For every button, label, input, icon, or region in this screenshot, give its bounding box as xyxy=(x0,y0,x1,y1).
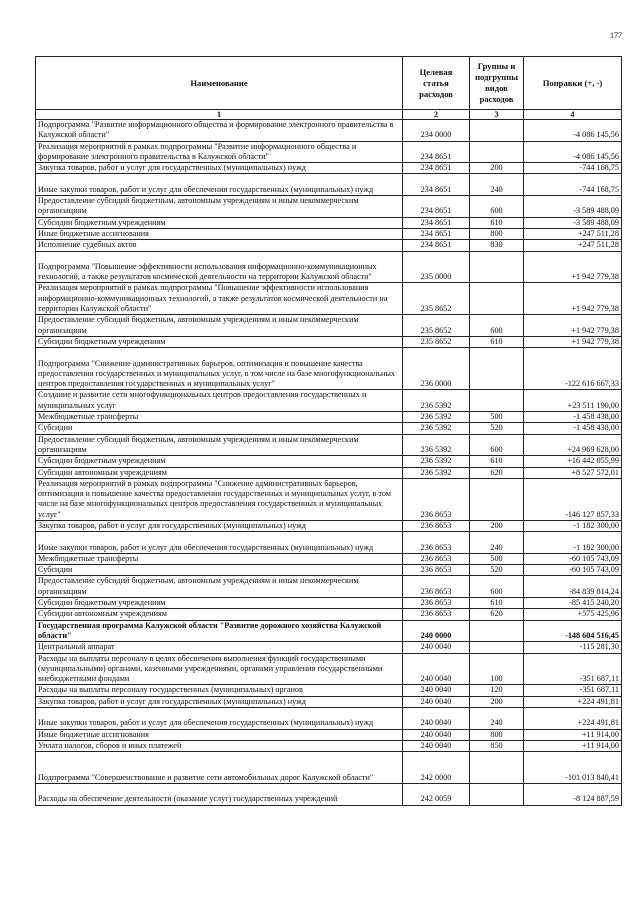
row-target-article: 236 5392 xyxy=(403,423,470,434)
row-amendment-amount: +247 511,28 xyxy=(524,228,622,239)
row-target-article: 236 8653 xyxy=(403,532,470,554)
table-row xyxy=(36,565,622,576)
row-name: Субсидии xyxy=(36,423,403,434)
row-target-article: 236 5392 xyxy=(403,412,470,423)
row-expense-group xyxy=(470,784,524,806)
row-target-article: 235 8652 xyxy=(403,315,470,337)
row-name: Государственная программа Калужской области "Развитие дорожного хозяйства Калужской области" xyxy=(36,620,403,642)
table-row xyxy=(36,336,622,347)
row-expense-group xyxy=(470,642,524,653)
row-expense-group: 600 xyxy=(470,196,524,218)
table-row xyxy=(36,467,622,478)
column-number: 2 xyxy=(403,110,470,120)
row-name: Расходы на выплаты персоналу в целях обеспечения выполнения функций государственными (муниципальными) органами, казенными учреждениями, органами управления государственными внебюджетными фондами xyxy=(36,653,403,685)
row-amendment-amount: +1 942 779,38 xyxy=(524,251,622,283)
table-row xyxy=(36,240,622,251)
row-expense-group: 200 xyxy=(470,520,524,531)
row-expense-group: 500 xyxy=(470,412,524,423)
row-name: Подпрограмма "Совершенствование и развитие сети автомобильных дорог Калужской области" xyxy=(36,752,403,784)
row-target-article: 234 8651 xyxy=(403,163,470,174)
header-name: Наименование xyxy=(36,57,403,110)
row-target-article: 236 8653 xyxy=(403,478,470,520)
row-expense-group xyxy=(470,620,524,642)
row-expense-group: 620 xyxy=(470,609,524,620)
table-row xyxy=(36,696,622,707)
row-target-article: 242 0059 xyxy=(403,784,470,806)
row-target-article: 242 0000 xyxy=(403,752,470,784)
column-number: 1 xyxy=(36,110,403,120)
table-row xyxy=(36,609,622,620)
table-row xyxy=(36,434,622,456)
header-target-article: Целевая статья расходов xyxy=(403,57,470,110)
row-name: Предоставление субсидий бюджетным, автономным учреждениям и иным некоммерческим организациям xyxy=(36,315,403,337)
row-name: Подпрограмма "Повышение эффективности использования информационно-коммуникационных технологий, а также результатов космической деятельности на территории Калужской области" xyxy=(36,251,403,283)
row-target-article: 236 0000 xyxy=(403,348,470,390)
row-target-article: 234 8651 xyxy=(403,141,470,163)
row-expense-group: 610 xyxy=(470,598,524,609)
row-name: Уплата налогов, сборов и иных платежей xyxy=(36,740,403,751)
table-row xyxy=(36,348,622,390)
header-amendments: Поправки (+, -) xyxy=(524,57,622,110)
row-amendment-amount: +8 527 572,01 xyxy=(524,467,622,478)
row-amendment-amount: -744 168,75 xyxy=(524,174,622,196)
row-amendment-amount: -60 105 743,09 xyxy=(524,553,622,564)
row-expense-group: 200 xyxy=(470,163,524,174)
row-name: Субсидии автономным учреждениям xyxy=(36,467,403,478)
table-row xyxy=(36,752,622,784)
row-amendment-amount: -744 168,75 xyxy=(524,163,622,174)
row-target-article: 234 8651 xyxy=(403,217,470,228)
row-expense-group: 500 xyxy=(470,553,524,564)
row-target-article: 235 8652 xyxy=(403,336,470,347)
row-name: Создание и развитие сети многофункциональных центров предоставления государственных и муниципальных услуг xyxy=(36,390,403,412)
table-row xyxy=(36,532,622,554)
row-name: Закупка товаров, работ и услуг для государственных (муниципальных) нужд xyxy=(36,520,403,531)
table-row xyxy=(36,708,622,730)
row-name: Субсидии автономным учреждениям xyxy=(36,609,403,620)
table-row xyxy=(36,729,622,740)
row-target-article: 240 0000 xyxy=(403,620,470,642)
row-target-article: 236 8653 xyxy=(403,609,470,620)
row-name: Субсидии бюджетным учреждениям xyxy=(36,336,403,347)
row-target-article: 234 8651 xyxy=(403,174,470,196)
row-expense-group: 120 xyxy=(470,685,524,696)
table-header-row xyxy=(36,57,622,110)
row-amendment-amount: -3 589 488,09 xyxy=(524,196,622,218)
table-row xyxy=(36,576,622,598)
row-amendment-amount: +1 942 779,38 xyxy=(524,283,622,315)
budget-amendments-table xyxy=(35,56,622,806)
row-target-article: 240 0040 xyxy=(403,708,470,730)
row-target-article: 240 0040 xyxy=(403,642,470,653)
row-target-article: 240 0040 xyxy=(403,729,470,740)
table-row xyxy=(36,784,622,806)
table-row xyxy=(36,217,622,228)
row-name: Предоставление субсидий бюджетным, автономным учреждениям и иным некоммерческим организациям xyxy=(36,196,403,218)
row-amendment-amount: -351 687,11 xyxy=(524,653,622,685)
row-target-article: 235 0000 xyxy=(403,251,470,283)
row-amendment-amount: +23 511 190,00 xyxy=(524,390,622,412)
row-amendment-amount: +16 442 055,99 xyxy=(524,456,622,467)
row-amendment-amount: +11 914,00 xyxy=(524,729,622,740)
row-target-article: 236 5392 xyxy=(403,390,470,412)
row-expense-group: 620 xyxy=(470,467,524,478)
row-name: Закупка товаров, работ и услуг для государственных (муниципальных) нужд xyxy=(36,696,403,707)
row-name: Реализация мероприятий в рамках подпрограммы "Снижение административных барьеров, оптимизация и повышение качества предоставления государственных и муниципальных услуг, в том числе на базе многофункциональных центров предоставления государственных и муниципальных услуг" xyxy=(36,478,403,520)
row-target-article: 234 0000 xyxy=(403,120,470,142)
row-amendment-amount: +224 491,81 xyxy=(524,708,622,730)
row-amendment-amount: -1 182 300,00 xyxy=(524,520,622,531)
table-row xyxy=(36,740,622,751)
row-name: Субсидии бюджетным учреждениям xyxy=(36,598,403,609)
row-target-article: 236 5392 xyxy=(403,467,470,478)
row-name: Межбюджетные трансферты xyxy=(36,412,403,423)
row-name: Расходы на выплаты персоналу государственных (муниципальных) органов xyxy=(36,685,403,696)
table-row xyxy=(36,174,622,196)
header-expense-group: Группы и подгруппы видов расходов xyxy=(470,57,524,110)
column-number: 3 xyxy=(470,110,524,120)
table-row xyxy=(36,283,622,315)
row-name: Иные закупки товаров, работ и услуг для обеспечения государственных (муниципальных) нужд xyxy=(36,708,403,730)
row-target-article: 240 0040 xyxy=(403,740,470,751)
row-name: Иные закупки товаров, работ и услуг для обеспечения государственных (муниципальных) нужд xyxy=(36,532,403,554)
row-name: Закупка товаров, работ и услуг для государственных (муниципальных) нужд xyxy=(36,163,403,174)
table-row xyxy=(36,412,622,423)
table-row xyxy=(36,390,622,412)
row-expense-group: 610 xyxy=(470,217,524,228)
row-amendment-amount: -1 458 438,00 xyxy=(524,412,622,423)
row-name: Реализация мероприятий в рамках подпрограммы "Повышение эффективности использования информационно-коммуникационных технологий, а также результатов космической деятельности на территории Калужской области" xyxy=(36,283,403,315)
table-row xyxy=(36,228,622,239)
row-expense-group: 520 xyxy=(470,565,524,576)
row-target-article: 236 8653 xyxy=(403,565,470,576)
row-amendment-amount: -84 839 814,24 xyxy=(524,576,622,598)
row-name: Субсидии бюджетным учреждениям xyxy=(36,217,403,228)
row-expense-group: 520 xyxy=(470,423,524,434)
table-row xyxy=(36,251,622,283)
row-target-article: 235 8652 xyxy=(403,283,470,315)
row-target-article: 234 8651 xyxy=(403,196,470,218)
table-row xyxy=(36,478,622,520)
table-row xyxy=(36,598,622,609)
row-target-article: 236 8653 xyxy=(403,553,470,564)
row-name: Реализация мероприятий в рамках подпрограммы "Развитие информационного общества и формирование электронного правительства в Калужской области" xyxy=(36,141,403,163)
row-target-article: 236 8653 xyxy=(403,576,470,598)
table-row xyxy=(36,423,622,434)
row-expense-group xyxy=(470,283,524,315)
row-expense-group: 600 xyxy=(470,576,524,598)
row-amendment-amount: -148 604 516,45 xyxy=(524,620,622,642)
row-expense-group: 800 xyxy=(470,228,524,239)
row-amendment-amount: +1 942 779,38 xyxy=(524,336,622,347)
row-target-article: 240 0040 xyxy=(403,653,470,685)
table-row xyxy=(36,653,622,685)
row-amendment-amount: -146 127 857,33 xyxy=(524,478,622,520)
table-row xyxy=(36,553,622,564)
row-amendment-amount: +247 511,28 xyxy=(524,240,622,251)
row-amendment-amount: -351 687,11 xyxy=(524,685,622,696)
row-name: Субсидии xyxy=(36,565,403,576)
row-name: Иные бюджетные ассигнования xyxy=(36,729,403,740)
table-body xyxy=(36,120,622,806)
row-expense-group: 600 xyxy=(470,434,524,456)
table-row xyxy=(36,520,622,531)
row-expense-group: 200 xyxy=(470,696,524,707)
row-name: Подпрограмма "Снижение административных барьеров, оптимизация и повышение качества предоставления государственных и муниципальных услуг, в том числе на базе многофункциональных центров предоставления государственных и муниципальных услуг" xyxy=(36,348,403,390)
row-name: Иные бюджетные ассигнования xyxy=(36,228,403,239)
table-row xyxy=(36,120,622,142)
row-amendment-amount: -85 415 240,20 xyxy=(524,598,622,609)
table-row xyxy=(36,315,622,337)
row-expense-group: 830 xyxy=(470,240,524,251)
column-number-row xyxy=(36,110,622,120)
row-expense-group xyxy=(470,752,524,784)
table-row xyxy=(36,620,622,642)
row-expense-group xyxy=(470,348,524,390)
row-name: Исполнение судебных актов xyxy=(36,240,403,251)
table-row xyxy=(36,163,622,174)
row-amendment-amount: -115 281,30 xyxy=(524,642,622,653)
table-row xyxy=(36,196,622,218)
table-row xyxy=(36,642,622,653)
row-target-article: 236 8653 xyxy=(403,520,470,531)
row-target-article: 240 0040 xyxy=(403,696,470,707)
row-amendment-amount: -60 105 743,09 xyxy=(524,565,622,576)
row-name: Центральный аппарат xyxy=(36,642,403,653)
page-number: 177 xyxy=(610,31,622,40)
row-expense-group: 610 xyxy=(470,336,524,347)
row-expense-group: 240 xyxy=(470,532,524,554)
row-expense-group: 610 xyxy=(470,456,524,467)
column-number: 4 xyxy=(524,110,622,120)
row-amendment-amount: -122 616 667,33 xyxy=(524,348,622,390)
row-amendment-amount: -1 458 438,00 xyxy=(524,423,622,434)
row-expense-group: 850 xyxy=(470,740,524,751)
row-target-article: 240 0040 xyxy=(403,685,470,696)
row-expense-group: 240 xyxy=(470,708,524,730)
table-row xyxy=(36,685,622,696)
row-expense-group: 600 xyxy=(470,315,524,337)
row-name: Подпрограмма "Развитие информационного общества и формирование электронного правительства в Калужской области" xyxy=(36,120,403,142)
row-name: Расходы на обеспечение деятельности (оказание услуг) государственных учреждений xyxy=(36,784,403,806)
row-expense-group: 800 xyxy=(470,729,524,740)
row-amendment-amount: +575 425,96 xyxy=(524,609,622,620)
row-amendment-amount: -8 124 887,59 xyxy=(524,784,622,806)
row-target-article: 234 8651 xyxy=(403,228,470,239)
row-name: Субсидии бюджетным учреждениям xyxy=(36,456,403,467)
row-target-article: 236 5392 xyxy=(403,434,470,456)
row-name: Предоставление субсидий бюджетным, автономным учреждениям и иным некоммерческим организациям xyxy=(36,434,403,456)
row-name: Межбюджетные трансферты xyxy=(36,553,403,564)
row-amendment-amount: -4 086 145,56 xyxy=(524,141,622,163)
row-target-article: 236 5392 xyxy=(403,456,470,467)
row-amendment-amount: +224 491,81 xyxy=(524,696,622,707)
row-target-article: 234 8651 xyxy=(403,240,470,251)
table-row xyxy=(36,456,622,467)
row-expense-group: 100 xyxy=(470,653,524,685)
row-amendment-amount: -4 086 145,56 xyxy=(524,120,622,142)
table-row xyxy=(36,141,622,163)
row-amendment-amount: -101 013 840,41 xyxy=(524,752,622,784)
row-expense-group xyxy=(470,251,524,283)
row-amendment-amount: -3 589 488,09 xyxy=(524,217,622,228)
row-amendment-amount: -1 182 300,00 xyxy=(524,532,622,554)
row-expense-group xyxy=(470,390,524,412)
row-name: Иные закупки товаров, работ и услуг для обеспечения государственных (муниципальных) нужд xyxy=(36,174,403,196)
row-expense-group xyxy=(470,120,524,142)
row-expense-group: 240 xyxy=(470,174,524,196)
row-amendment-amount: +1 942 779,38 xyxy=(524,315,622,337)
row-name: Предоставление субсидий бюджетным, автономным учреждениям и иным некоммерческим организациям xyxy=(36,576,403,598)
row-expense-group xyxy=(470,141,524,163)
row-amendment-amount: +24 969 628,00 xyxy=(524,434,622,456)
row-target-article: 236 8653 xyxy=(403,598,470,609)
row-expense-group xyxy=(470,478,524,520)
row-amendment-amount: +11 914,00 xyxy=(524,740,622,751)
